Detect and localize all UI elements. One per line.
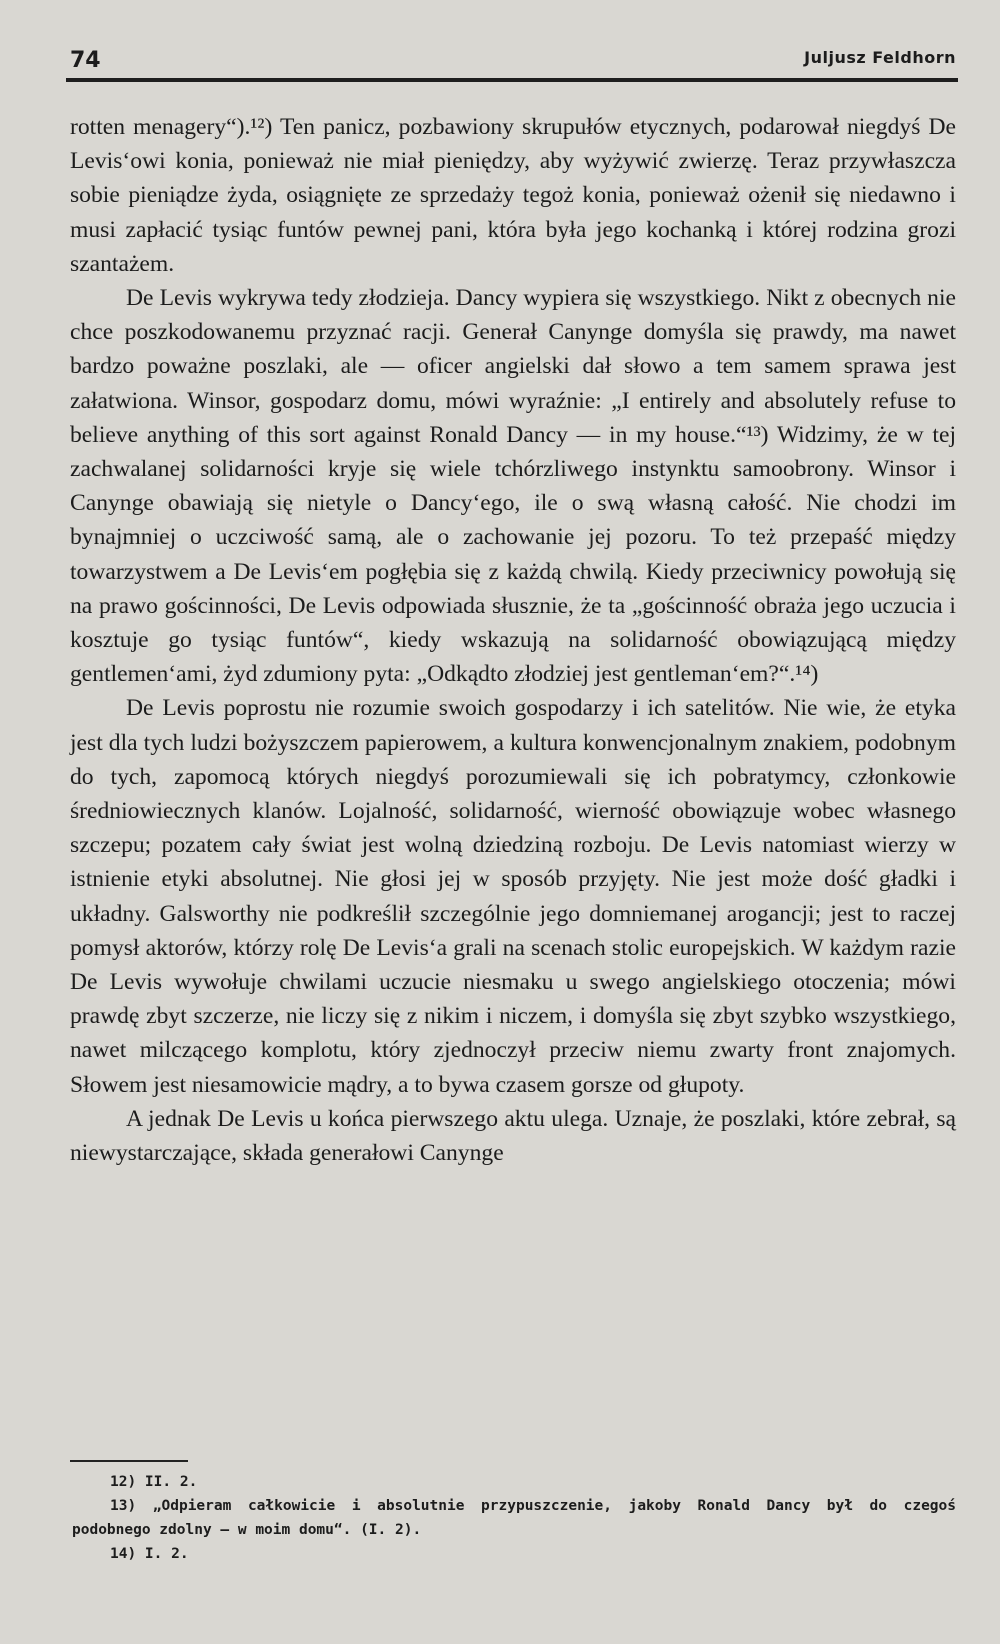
page-number: 74: [70, 48, 101, 73]
footnote-12: 12) II. 2.: [110, 1474, 198, 1490]
paragraph-1: rotten menagery“).¹²) Ten panicz, pozbawiony skrupułów etycznych, podarował niegdyś De Levis‘owi konia, ponieważ nie miał pieniędzy, aby wyżywić zwierzę. Teraz przywłaszcza sobie pieniądze żyda, osiągnięte ze sprzedaży tegoż konia, ponieważ ożenił się niedawno i musi zapłacić tysiąc funtów pewnej pani, która była jego kochanką i której rodzina grozi szantażem.: [70, 114, 956, 277]
footnote-14: 14) I. 2.: [110, 1546, 189, 1562]
paragraph-3: De Levis poprostu nie rozumie swoich gospodarzy i ich satelitów. Nie wie, że etyka jest dla tych ludzi bożyszczem papierowem, a kultura konwencjonalnym znakiem, podobnym do tych, zapomocą których niegdyś porozumiewali się ich pobratymcy, członkowie średniowiecznych klanów. Lojalność, solidarność, wierność obowiązuje wobec własnego szczepu; pozatem cały świat jest wolną dziedziną rozboju. De Levis natomiast wierzy w istnienie etyki absolutnej. Nie głosi jej w sposób przyjęty. Nie jest może dość gładki i układny. Galsworthy nie podkreślił szczególnie jego domniemanej arogancji; jest to raczej pomysł aktorów, którzy rolę De Levis‘a grali na scenach stolic europejskich. W każdym razie De Levis wywołuje chwilami uczucie niesmaku u swego angielskiego otoczenia; mówi prawdę zbyt szczerze, nie liczy się z nikim i niczem, i domyśla się zbyt szybko wszystkiego, nawet milczącego komplotu, który zjednoczył przeciw niemu zwarty front znajomych. Słowem jest niesamowicie mądry, a to bywa czasem gorsze od głupoty.: [70, 695, 956, 1098]
running-head: Juljusz Feldhorn: [804, 48, 956, 67]
header-rule: [66, 78, 958, 82]
page-header: [70, 48, 956, 80]
body-text: [70, 110, 956, 1170]
paragraph-4: A jednak De Levis u końca pierwszego aktu ulega. Uznaje, że poszlaki, które zebrał, są niewystarczające, składa generałowi Canynge: [70, 1105, 956, 1167]
footnote-13: 13) „Odpieram całkowicie i absolutnie przypuszczenie, jakoby Ronald Dancy był do czegoś podobnego zdolny — w moim domu“. (I. 2).: [72, 1498, 956, 1538]
footnotes: [72, 1470, 956, 1566]
footnote-rule: [70, 1460, 188, 1462]
paragraph-2: De Levis wykrywa tedy złodzieja. Dancy wypiera się wszystkiego. Nikt z obecnych nie chce poszkodowanemu przyznać racji. Generał Canynge domyśla się prawdy, ma nawet bardzo poważne poszlaki, ale — oficer angielski dał słowo a tem samem sprawa jest załatwiona. Winsor, gospodarz domu, mówi wyraźnie: „I entirely and absolutely refuse to believe anything of this sort against Ronald Dancy — in my house.“¹³) Widzimy, że w tej zachwalanej solidarności kryje się wiele tchórzliwego instynktu samoobrony. Winsor i Canynge obawiają się nietyle o Dancy‘ego, ile o swą własną całość. Nie chodzi im bynajmniej o uczciwość samą, ale o zachowanie jej pozoru. To też przepaść między towarzystwem a De Levis‘em pogłębia się z każdą chwilą. Kiedy przeciwnicy powołują się na prawo gościnności, De Levis odpowiada słusznie, że ta „gościnność obraża jego uczucia i kosztuje go tysiąc funtów“, kiedy wskazują na solidarność obowiązującą między gentlemen‘ami, żyd zdumiony pyta: „Odkądto złodziej jest gentleman‘em?“.¹⁴): [70, 285, 956, 688]
